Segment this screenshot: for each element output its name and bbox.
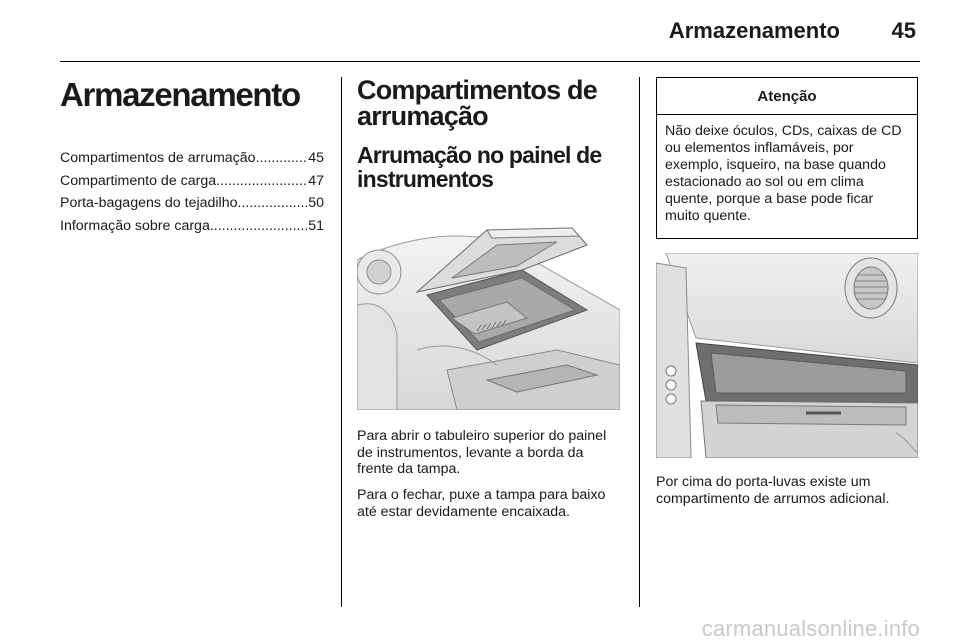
toc-item[interactable]: Compartimentos de arrumação ..... 45 <box>60 150 324 173</box>
warning-title: Atenção <box>657 78 917 115</box>
warning-box <box>656 77 918 239</box>
paragraph-additional-compartment: Por cima do porta-luvas existe um compartimento de arrumos adicional. <box>656 474 890 507</box>
page-number: 45 <box>891 18 916 43</box>
column-divider-2 <box>639 77 640 607</box>
dashboard-top-tray-illustration <box>357 200 620 410</box>
paragraph-open-tray: Para abrir o tabuleiro superior do painel de instrumentos, levante a borda da frente da tampa. <box>357 428 607 477</box>
watermark: carmanualsonline.info <box>701 616 920 641</box>
toc-item[interactable]: Informação sobre carga ..... 51 <box>60 218 324 241</box>
warning-text: Não deixe óculos, CDs, caixas de CD ou elementos inflamáveis, por exemplo, isqueiro, na base quando estacionado ao sol ou em clima quente, porque a base pode ficar muito quente. <box>665 123 902 224</box>
toc-item[interactable]: Compartimento de carga ..... 47 <box>60 173 324 196</box>
chapter-title: Armazenamento <box>60 76 300 113</box>
section-heading: Compartimentos de arrumação <box>357 75 597 131</box>
subsection-heading: Arrumação no painel de instrumentos <box>357 142 602 192</box>
header-rule <box>60 61 920 62</box>
running-header-title: Armazenamento <box>668 18 840 43</box>
column-divider-1 <box>341 77 342 607</box>
table-of-contents <box>60 150 324 240</box>
glovebox-upper-compartment-illustration <box>656 253 918 458</box>
paragraph-close-tray: Para o fechar, puxe a tampa para baixo até estar devidamente encaixada. <box>357 487 606 520</box>
toc-item[interactable]: Porta-bagagens do tejadilho ..... 50 <box>60 195 324 218</box>
